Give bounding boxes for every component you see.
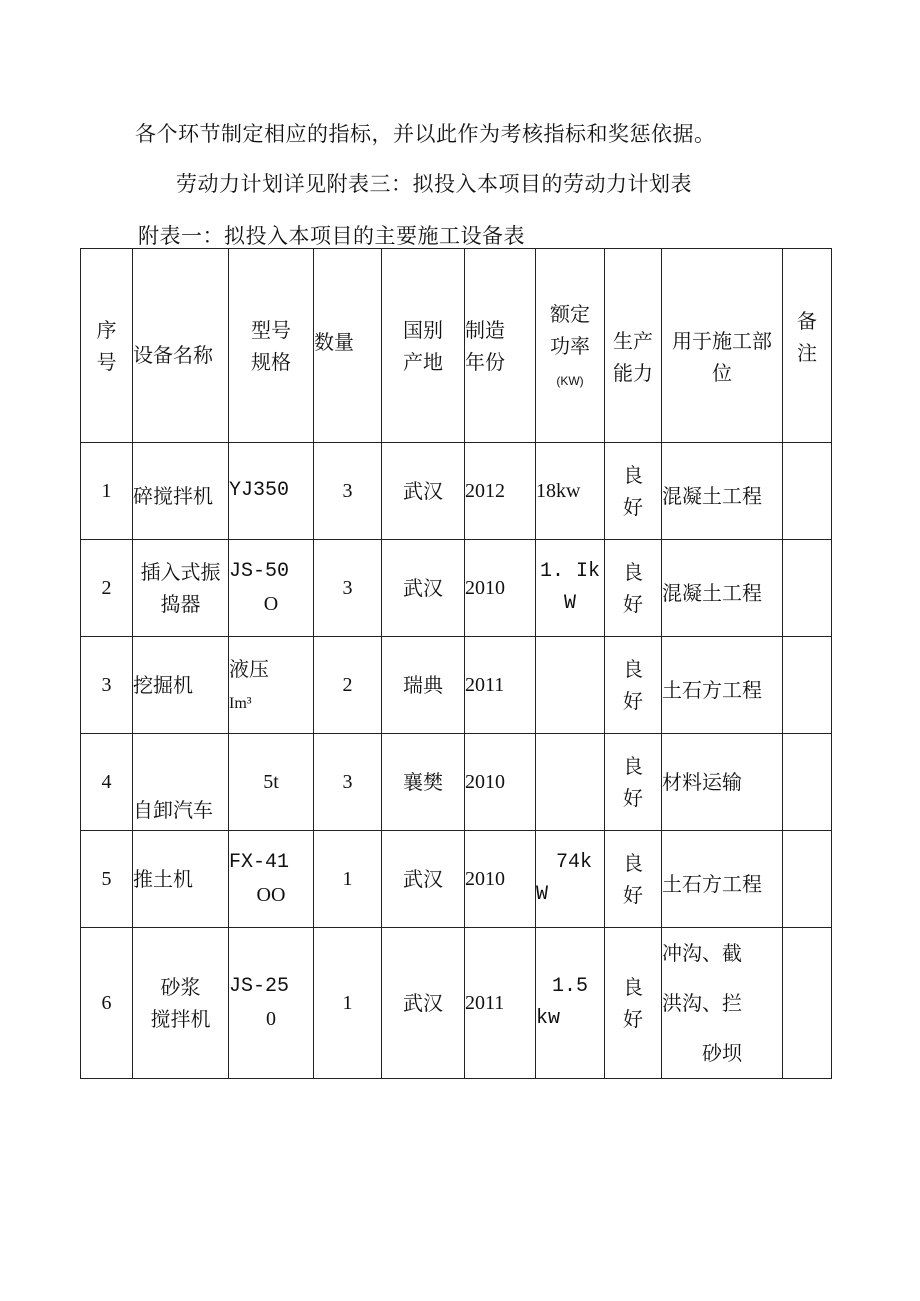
cell-year: 2011 bbox=[465, 928, 536, 1079]
body-paragraph-2: 劳动力计划详见附表三：拟投入本项目的劳动力计划表 bbox=[176, 172, 692, 196]
cell-model: 5t bbox=[229, 734, 314, 831]
cell-name: 插入式振 捣器 bbox=[133, 540, 229, 637]
header-model: 型号 规格 bbox=[229, 249, 314, 443]
header-name: 设备名称 bbox=[133, 249, 229, 443]
cell-seq: 4 bbox=[81, 734, 133, 831]
cell-note bbox=[783, 831, 832, 928]
cell-note bbox=[783, 734, 832, 831]
cell-seq: 2 bbox=[81, 540, 133, 637]
header-seq: 序 号 bbox=[81, 249, 133, 443]
cell-use: 土石方工程 bbox=[662, 831, 783, 928]
table-caption: 附表一：拟投入本项目的主要施工设备表 bbox=[138, 224, 525, 248]
header-year: 制造 年份 bbox=[465, 249, 536, 443]
cell-use: 土石方工程 bbox=[662, 637, 783, 734]
body-paragraph-1: 各个环节制定相应的指标，并以此作为考核指标和奖惩依据。 bbox=[135, 122, 716, 146]
cell-qty: 3 bbox=[314, 443, 382, 540]
cell-seq: 6 bbox=[81, 928, 133, 1079]
cell-qty: 3 bbox=[314, 734, 382, 831]
header-use: 用于施工部 位 bbox=[662, 249, 783, 443]
cell-use: 材料运输 bbox=[662, 734, 783, 831]
cell-year: 2010 bbox=[465, 831, 536, 928]
cell-use: 混凝土工程 bbox=[662, 443, 783, 540]
cell-note bbox=[783, 540, 832, 637]
cell-power bbox=[536, 734, 605, 831]
header-note: 备 注 bbox=[783, 249, 832, 443]
cell-note bbox=[783, 928, 832, 1079]
cell-qty: 3 bbox=[314, 540, 382, 637]
cell-origin: 武汉 bbox=[382, 831, 465, 928]
cell-model: YJ350 bbox=[229, 443, 314, 540]
cell-capacity: 良 好 bbox=[605, 637, 662, 734]
table-header-row bbox=[81, 249, 832, 443]
cell-year: 2011 bbox=[465, 637, 536, 734]
cell-year: 2012 bbox=[465, 443, 536, 540]
table-row bbox=[81, 540, 832, 637]
cell-model: JS-25 0 bbox=[229, 928, 314, 1079]
cell-power: 74k W bbox=[536, 831, 605, 928]
cell-qty: 1 bbox=[314, 928, 382, 1079]
cell-use: 冲沟、截 洪沟、拦 砂坝 bbox=[662, 928, 783, 1079]
header-qty: 数量 bbox=[314, 249, 382, 443]
cell-origin: 武汉 bbox=[382, 928, 465, 1079]
cell-capacity: 良 好 bbox=[605, 540, 662, 637]
equipment-table bbox=[80, 248, 832, 1079]
cell-origin: 襄樊 bbox=[382, 734, 465, 831]
header-power: 额定 功率 (KW) bbox=[536, 249, 605, 443]
cell-qty: 1 bbox=[314, 831, 382, 928]
cell-model: 液压 Im³ bbox=[229, 637, 314, 734]
cell-origin: 武汉 bbox=[382, 540, 465, 637]
cell-note bbox=[783, 443, 832, 540]
table-row bbox=[81, 831, 832, 928]
cell-name: 碎搅拌机 bbox=[133, 443, 229, 540]
cell-model: FX-41 OO bbox=[229, 831, 314, 928]
table-row bbox=[81, 637, 832, 734]
table-row bbox=[81, 443, 832, 540]
cell-model: JS-50 O bbox=[229, 540, 314, 637]
cell-seq: 1 bbox=[81, 443, 133, 540]
cell-seq: 3 bbox=[81, 637, 133, 734]
cell-name: 自卸汽车 bbox=[133, 734, 229, 831]
cell-capacity: 良 好 bbox=[605, 928, 662, 1079]
cell-name: 挖掘机 bbox=[133, 637, 229, 734]
cell-capacity: 良 好 bbox=[605, 734, 662, 831]
cell-power: 1.5 kw bbox=[536, 928, 605, 1079]
cell-power: 1. Ik W bbox=[536, 540, 605, 637]
table-row bbox=[81, 734, 832, 831]
cell-power: 18kw bbox=[536, 443, 605, 540]
header-origin: 国别 产地 bbox=[382, 249, 465, 443]
cell-year: 2010 bbox=[465, 540, 536, 637]
cell-use: 混凝土工程 bbox=[662, 540, 783, 637]
cell-origin: 武汉 bbox=[382, 443, 465, 540]
cell-capacity: 良 好 bbox=[605, 443, 662, 540]
cell-capacity: 良 好 bbox=[605, 831, 662, 928]
cell-qty: 2 bbox=[314, 637, 382, 734]
cell-note bbox=[783, 637, 832, 734]
cell-year: 2010 bbox=[465, 734, 536, 831]
cell-origin: 瑞典 bbox=[382, 637, 465, 734]
header-capacity: 生产 能力 bbox=[605, 249, 662, 443]
cell-power bbox=[536, 637, 605, 734]
table-row bbox=[81, 928, 832, 1079]
cell-name: 砂浆 搅拌机 bbox=[133, 928, 229, 1079]
cell-name: 推土机 bbox=[133, 831, 229, 928]
cell-seq: 5 bbox=[81, 831, 133, 928]
